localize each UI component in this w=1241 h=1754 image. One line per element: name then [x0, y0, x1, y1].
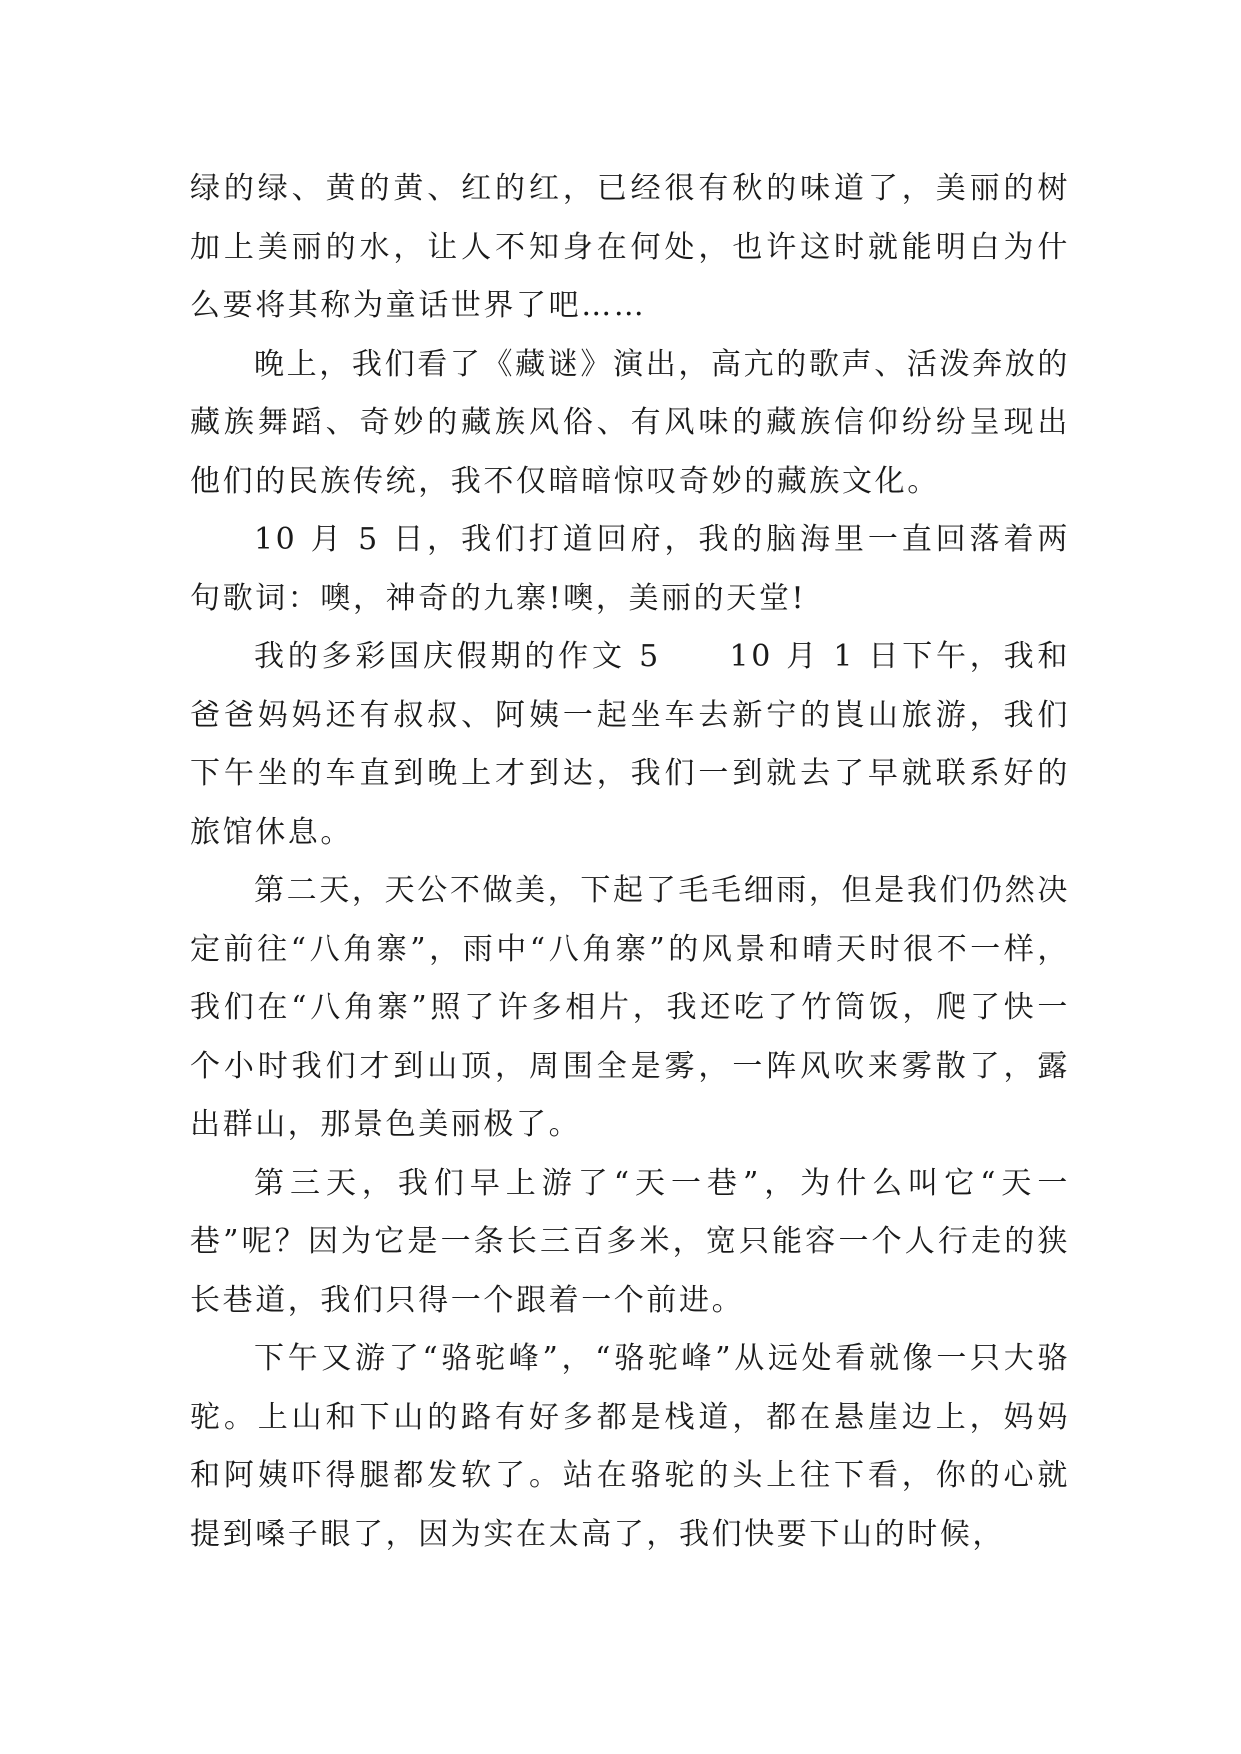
- paragraph-7: 下午又游了“骆驼峰”，“骆驼峰”从远处看就像一只大骆驼。上山和下山的路有好多都是栈道，都在悬崖边上，妈妈和阿姨吓得腿都发软了。站在骆驼的头上往下看，你的心就提到嗓子眼了，因为实在太高了，我们快要下山的时候，: [190, 1341, 1070, 1552]
- paragraph-3: 10 月 5 日，我们打道回府，我的脑海里一直回落着两句歌词：噢，神奇的九寨!噢，美丽的天堂!: [190, 522, 1070, 616]
- body-text: [190, 160, 1070, 1564]
- paragraph-1: 绿的绿、黄的黄、红的红，已经很有秋的味道了，美丽的树加上美丽的水，让人不知身在何处，也许这时就能明白为什么要将其称为童话世界了吧……: [190, 171, 1070, 323]
- paragraph-6: 第三天，我们早上游了“天一巷”，为什么叫它“天一巷”呢？因为它是一条长三百多米，宽只能容一个人行走的狭长巷道，我们只得一个跟着一个前进。: [190, 1165, 1070, 1318]
- paragraph-2: 晚上，我们看了《藏谜》演出，高亢的歌声、活泼奔放的藏族舞蹈、奇妙的藏族风俗、有风味的藏族信仰纷纷呈现出他们的民族传统，我不仅暗暗惊叹奇妙的藏族文化。: [190, 346, 1070, 499]
- paragraph-4: 我的多彩国庆假期的作文 5 10 月 1 日下午，我和爸爸妈妈还有叔叔、阿姨一起坐车去新宁的崀山旅游，我们下午坐的车直到晚上才到达，我们一到就去了早就联系好的旅馆休息。: [190, 639, 1070, 850]
- paragraph-5: 第二天，天公不做美，下起了毛毛细雨，但是我们仍然决定前往“八角寨”，雨中“八角寨”的风景和晴天时很不一样，我们在“八角寨”照了许多相片，我还吃了竹筒饭，爬了快一个小时我们才到山顶，周围全是雾，一阵风吹来雾散了，露出群山，那景色美丽极了。: [190, 873, 1070, 1142]
